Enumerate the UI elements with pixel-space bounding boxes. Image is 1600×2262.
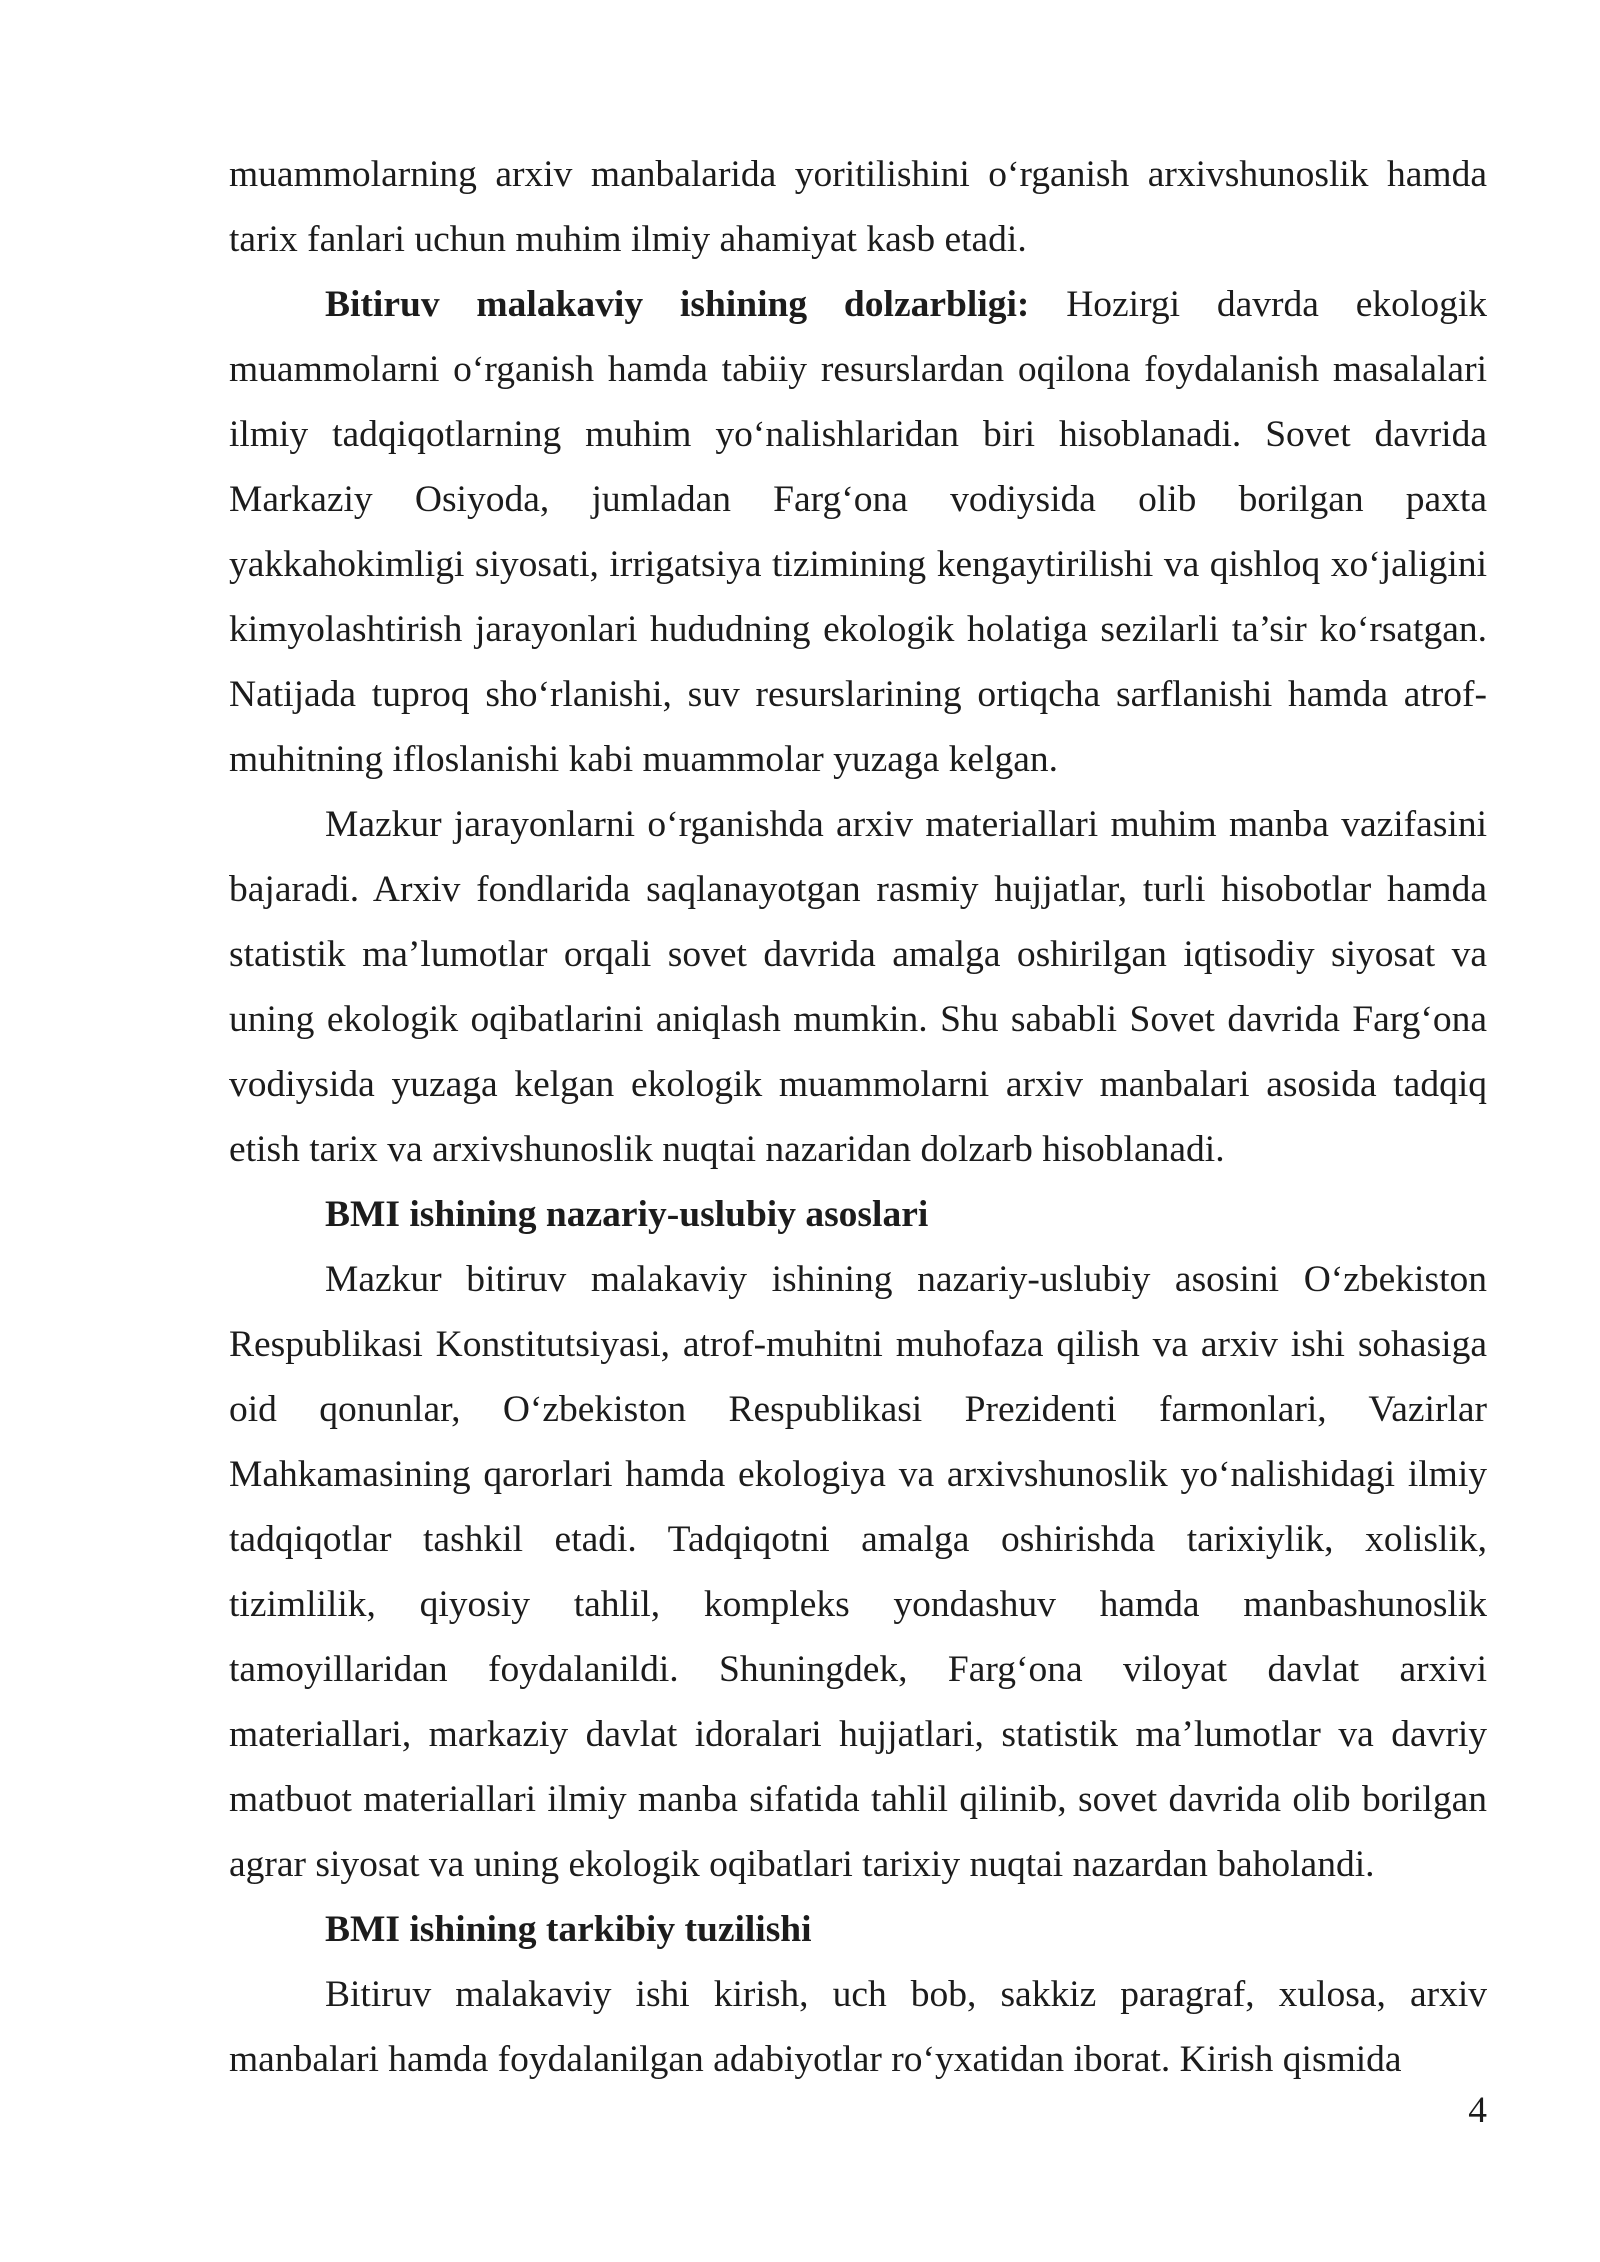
paragraph-relevance bbox=[229, 272, 1487, 792]
section-heading-structure: BMI ishining tarkibiy tuzilishi bbox=[325, 1909, 812, 1950]
paragraph-methodology: Mazkur bitiruv malakaviy ishining nazariy-uslubiy asosini O‘zbekiston Respublikasi Konstitutsiyasi, atrof-muhitni muhofaza qilish va arxiv ishi sohasiga oid qonunlar, O‘zbekiston Respublikasi Prezidenti farmonlari, Vazirlar Mahkamasining qarorlari hamda ekologiya va arxivshunoslik yo‘nalishidagi ilmiy tadqiqotlar tashkil etadi. Tadqiqotni amalga oshirishda tarixiylik, xolislik, tizimlilik, qiyosiy tahlil, kompleks yondashuv hamda manbashunoslik tamoyillaridan foydalanildi. Shuningdek, Farg‘ona viloyat davlat arxivi materiallari, markaziy davlat idoralari hujjatlari, statistik ma’lumotlar va davriy matbuot materiallari ilmiy manba sifatida tahlil qilinib, sovet davrida olib borilgan agrar siyosat va uning ekologik oqibatlari tarixiy nuqtai nazardan baholandi. bbox=[229, 1259, 1487, 1885]
document-page bbox=[229, 142, 1487, 2092]
relevance-heading: Bitiruv malakaviy ishining dolzarbligi: bbox=[325, 284, 1030, 325]
paragraph-structure: Bitiruv malakaviy ishi kirish, uch bob, sakkiz paragraf, xulosa, arxiv manbalari hamda foydalanilgan adabiyotlar ro‘yxatidan iborat. Kirish qismida bbox=[229, 1974, 1487, 2080]
paragraph-archive-materials: Mazkur jarayonlarni o‘rganishda arxiv materiallari muhim manba vazifasini bajaradi. Arxiv fondlarida saqlanayotgan rasmiy hujjatlar, turli hisobotlar hamda statistik ma’lumotlar orqali sovet davrida amalga oshirilgan iqtisodiy siyosat va uning ekologik oqibatlarini aniqlash mumkin. Shu sababli Sovet davrida Farg‘ona vodiysida yuzaga kelgan ekologik muammolarni arxiv manbalari asosida tadqiq etish tarix va arxivshunoslik nuqtai nazaridan dolzarb hisoblanadi. bbox=[229, 804, 1487, 1170]
paragraph-intro-continuation: muammolarning arxiv manbalarida yoritilishini o‘rganish arxivshunoslik hamda tarix fanlari uchun muhim ilmiy ahamiyat kasb etadi. bbox=[229, 154, 1487, 260]
relevance-text: Hozirgi davrda ekologik muammolarni o‘rganish hamda tabiiy resurslardan oqilona foydalanish masalalari ilmiy tadqiqotlarning muhim yo‘nalishlaridan biri hisoblanadi. Sovet davrida Markaziy Osiyoda, jumladan Farg‘ona vodiysida olib borilgan paxta yakkahokimligi siyosati, irrigatsiya tizimining kengaytirilishi va qishloq xo‘jaligini kimyolashtirish jarayonlari hududning ekologik holatiga sezilarli ta’sir ko‘rsatgan. Natijada tuproq sho‘rlanishi, suv resurslarining ortiqcha sarflanishi hamda atrof-muhitning ifloslanishi kabi muammolar yuzaga kelgan. bbox=[229, 284, 1487, 780]
section-heading-methodology: BMI ishining nazariy-uslubiy asoslari bbox=[325, 1194, 929, 1235]
page-number: 4 bbox=[1468, 2090, 1487, 2131]
